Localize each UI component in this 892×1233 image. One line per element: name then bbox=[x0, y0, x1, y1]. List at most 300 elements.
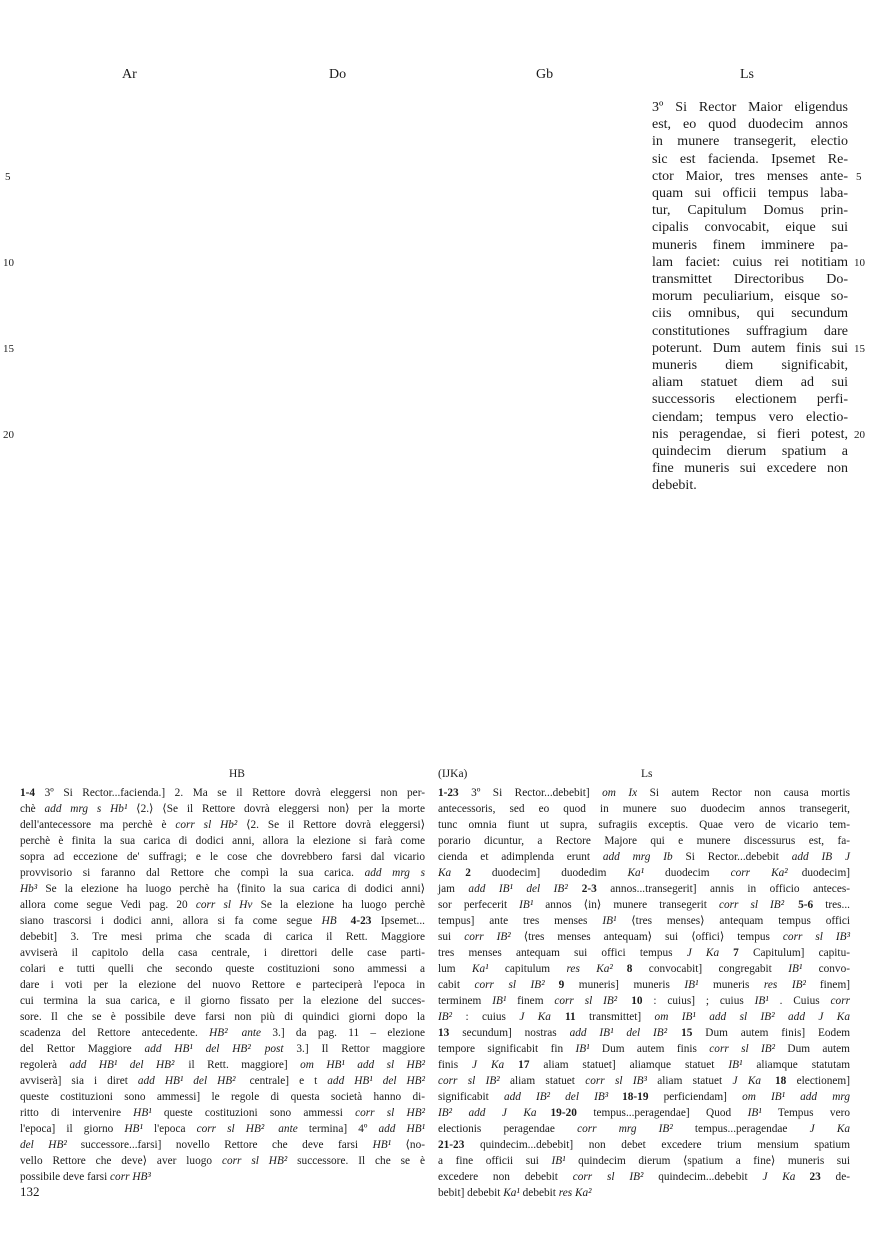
text-segment: electionis peragendae bbox=[438, 1123, 578, 1135]
text-line bbox=[652, 219, 848, 236]
siglum-note: add mrg Ib bbox=[602, 851, 673, 863]
line-reference: 19-20 bbox=[550, 1107, 577, 1119]
line-reference: 1-23 bbox=[438, 787, 459, 799]
page-number: 132 bbox=[20, 1184, 40, 1199]
siglum-note: HB¹ bbox=[372, 1139, 392, 1151]
text-segment: annos ⟨in⟩ munere transegerit bbox=[533, 899, 719, 911]
siglum-note: HB¹ bbox=[124, 1123, 143, 1135]
siglum-note: IB² add J Ka bbox=[438, 1107, 537, 1119]
siglum-note: ante bbox=[278, 1123, 298, 1135]
siglum-note: add HB¹ del HB² bbox=[144, 1043, 251, 1055]
siglum-note: HB² bbox=[209, 1027, 228, 1039]
siglum-note: HB¹ bbox=[133, 1107, 152, 1119]
text-segment: capitulum bbox=[488, 963, 567, 975]
siglum-note: post bbox=[264, 1043, 284, 1055]
text-segment: muneris bbox=[698, 979, 764, 991]
siglum-note: corr sl IB² bbox=[474, 979, 545, 991]
text-segment: debebit. bbox=[652, 478, 697, 494]
line-number-left-20: 20 bbox=[3, 429, 14, 441]
text-segment: antecessoris, sed eo quod in munere suo duodecim annos transegerit, bbox=[438, 803, 850, 815]
siglum-note: corr sl HB² bbox=[355, 1107, 425, 1119]
siglum-note: IB¹ bbox=[492, 995, 507, 1007]
text-line bbox=[652, 202, 848, 219]
text-segment: tunc omnia fiunt ut supra, sufragiis exceptis. Quae vero de vicario tem- bbox=[438, 819, 850, 831]
siglum-note: J Ka bbox=[809, 1123, 850, 1135]
text-segment: nis peragendae, si fieri potest, bbox=[652, 426, 848, 442]
siglum-note: IB¹ bbox=[551, 1155, 566, 1167]
siglum-note: om HB¹ add sl HB² bbox=[300, 1059, 426, 1071]
text-line bbox=[438, 993, 850, 1009]
text-segment: tempore significabit fin bbox=[438, 1043, 576, 1055]
text-segment: 3.] Il Rettor maggiore bbox=[283, 1043, 425, 1055]
text-segment: duodecim bbox=[644, 867, 731, 879]
text-segment: Capitulum] capitu- bbox=[738, 947, 850, 959]
text-segment: duodecim] duodedim bbox=[470, 867, 628, 879]
text-line bbox=[438, 1073, 850, 1089]
text-line bbox=[20, 945, 425, 961]
text-line bbox=[20, 1105, 425, 1121]
text-line bbox=[438, 1169, 850, 1185]
text-segment: vello Rettore che deve⟩ aver luogo bbox=[20, 1155, 222, 1167]
text-segment: sore. Il che se è possibile deve farsi non più di quindici giorni dopo la bbox=[20, 1011, 425, 1023]
text-segment: significabit bbox=[438, 1091, 504, 1103]
text-line bbox=[652, 374, 848, 391]
text-line bbox=[438, 929, 850, 945]
text-segment: muneris diem significabit, bbox=[652, 358, 848, 374]
text-segment: Si Rector...debebit bbox=[672, 851, 792, 863]
siglum-note: res Ka² bbox=[558, 1187, 592, 1199]
text-segment: in munere transegerit, electio bbox=[652, 134, 848, 150]
text-segment: : cuius bbox=[452, 1011, 520, 1023]
siglum-note: corr sl Hb² bbox=[175, 819, 238, 831]
line-reference: 23 bbox=[809, 1171, 821, 1183]
text-segment: muneris] muneris bbox=[564, 979, 685, 991]
text-segment: bebit] debebit bbox=[438, 1187, 504, 1199]
text-segment: regolerà bbox=[20, 1059, 70, 1071]
text-segment: ⟨no- bbox=[391, 1139, 425, 1151]
line-reference: 15 bbox=[681, 1027, 693, 1039]
text-segment: debebit bbox=[519, 1187, 559, 1199]
text-line bbox=[20, 1121, 425, 1137]
text-line bbox=[20, 865, 425, 881]
siglum-note: J Ka bbox=[472, 1059, 505, 1071]
text-segment: Dum autem bbox=[775, 1043, 850, 1055]
text-segment: poterunt. Dum autem finis sui bbox=[652, 340, 848, 356]
siglum-note: IB² bbox=[438, 1011, 453, 1023]
text-segment: debebit] 3. Tre mesi prima che scada di carica il Rett. Maggiore bbox=[20, 931, 425, 943]
line-reference: 21-23 bbox=[438, 1139, 465, 1151]
siglum-note: Hb³ bbox=[20, 883, 38, 895]
text-segment: cienda et adimplenda erunt bbox=[438, 851, 603, 863]
text-segment: avviserà] sia i diret bbox=[20, 1075, 138, 1087]
text-segment: colari e tutti quelli che secondo queste costituzioni sono ammessi a bbox=[20, 963, 425, 975]
text-segment: : cuius] ; cuius bbox=[642, 995, 755, 1007]
line-number-left-10: 10 bbox=[3, 257, 14, 269]
text-segment: termina] 4º bbox=[297, 1123, 379, 1135]
text-segment: Se la elezione ha luogo perchè bbox=[252, 899, 426, 911]
siglum-note: corr HB³ bbox=[110, 1171, 151, 1183]
text-segment: aliam statuet bbox=[499, 1075, 586, 1087]
siglum-note: om Ix bbox=[602, 787, 638, 799]
text-segment: scadenza del Rettore antecedente. bbox=[20, 1027, 210, 1039]
text-line bbox=[652, 305, 848, 322]
text-line bbox=[652, 237, 848, 254]
text-segment: queste costituzioni sono ammessi] le regole di questa società hanno di- bbox=[20, 1091, 425, 1103]
text-segment: ctor Maior, tres menses ante- bbox=[652, 168, 848, 184]
siglum-note: corr sl IB² bbox=[554, 995, 618, 1007]
text-line bbox=[652, 391, 848, 408]
column-heading-ls: Ls bbox=[740, 67, 754, 82]
text-segment: del Rettor Maggiore bbox=[20, 1043, 145, 1055]
text-line bbox=[20, 993, 425, 1009]
text-line bbox=[652, 340, 848, 357]
siglum-note: corr sl IB² bbox=[709, 1043, 776, 1055]
text-line bbox=[20, 1041, 425, 1057]
text-segment: l'epoca bbox=[142, 1123, 197, 1135]
text-segment: sic est facienda. Ipsemet Re- bbox=[652, 151, 848, 167]
siglum-note: corr sl IB² bbox=[718, 899, 785, 911]
text-line bbox=[438, 849, 850, 865]
text-line bbox=[438, 865, 850, 881]
text-line bbox=[438, 1121, 850, 1137]
text-segment: 3º Si Rector Maior eligendus bbox=[652, 100, 848, 115]
text-segment: constitutiones suffragium dare bbox=[652, 323, 848, 339]
text-line bbox=[20, 817, 425, 833]
apparatus-left bbox=[20, 785, 425, 1185]
text-segment: morum peculiarium, eisque so- bbox=[652, 289, 848, 305]
siglum-note: IB¹ bbox=[728, 1059, 743, 1071]
siglum-note: IB¹ bbox=[754, 995, 769, 1007]
text-line bbox=[652, 133, 848, 150]
text-line bbox=[438, 817, 850, 833]
text-segment: siano trascorsi i dodici anni, allora si fa come segue bbox=[20, 915, 322, 927]
siglum-note: add mrg s bbox=[364, 867, 426, 879]
text-line bbox=[652, 116, 848, 133]
text-line bbox=[652, 477, 848, 494]
text-line bbox=[652, 357, 848, 374]
text-segment: 3º Si Rector...debebit] bbox=[458, 787, 603, 799]
text-segment: Dum autem finis bbox=[589, 1043, 710, 1055]
text-segment: de- bbox=[820, 1171, 850, 1183]
text-segment: dare i voti per la elezione del nuovo Rettore e parteciperà l'epoca in bbox=[20, 979, 425, 991]
text-segment: aliamque statutam bbox=[742, 1059, 851, 1071]
text-segment: cipalis convocabit, eique sui bbox=[652, 220, 848, 236]
siglum-note: add IB¹ del IB² bbox=[569, 1027, 668, 1039]
line-reference: 8 bbox=[626, 963, 633, 975]
line-reference: 18-19 bbox=[622, 1091, 649, 1103]
text-line bbox=[438, 1009, 850, 1025]
siglum-note: corr sl Hv bbox=[195, 899, 253, 911]
text-segment: finem bbox=[506, 995, 555, 1007]
siglum-note: corr IB² bbox=[464, 931, 511, 943]
siglum-note: add IB¹ del IB² bbox=[468, 883, 568, 895]
apparatus-right bbox=[438, 785, 850, 1201]
siglum-note: J Ka bbox=[732, 1075, 762, 1087]
text-line bbox=[20, 785, 425, 801]
text-segment: ciendam; tempus vero electio- bbox=[652, 409, 848, 425]
text-line bbox=[438, 1153, 850, 1169]
text-segment: quam sui officii tempus laba- bbox=[652, 186, 848, 202]
siglum-note: corr sl IB² bbox=[572, 1171, 644, 1183]
text-segment: . Cuius bbox=[768, 995, 831, 1007]
text-segment: lam faciet: cuius rei notitiam bbox=[652, 254, 848, 270]
text-segment: Se la elezione ha luogo perchè ha ⟨finito la sua carica di dodici anni⟩ bbox=[37, 883, 425, 895]
text-line bbox=[20, 897, 425, 913]
siglum-note: add HB¹ del HB² bbox=[327, 1075, 425, 1087]
text-line bbox=[438, 1089, 850, 1105]
text-segment: terminem bbox=[438, 995, 493, 1007]
text-line bbox=[652, 409, 848, 426]
text-segment: finem] bbox=[819, 979, 850, 991]
siglum-note: HB bbox=[321, 915, 337, 927]
siglum-note: J Ka bbox=[686, 947, 720, 959]
text-segment: transmittet Directoribus Do- bbox=[652, 272, 848, 288]
siglum-note: om IB¹ add sl IB² add J Ka bbox=[654, 1011, 850, 1023]
text-segment: a fine officii sui bbox=[438, 1155, 552, 1167]
text-segment: dell'antecessore ma perchè è bbox=[20, 819, 176, 831]
text-line bbox=[20, 1025, 425, 1041]
text-segment: sor perfecerit bbox=[438, 899, 520, 911]
text-line bbox=[652, 323, 848, 340]
text-segment: successoris electionem perfi- bbox=[652, 392, 848, 408]
text-segment: annos...transegerit] annis in officio anteces- bbox=[596, 883, 850, 895]
text-segment: aliam statuet bbox=[646, 1075, 733, 1087]
text-segment: successore...farsi] novello Rettore che deve farsi bbox=[80, 1139, 373, 1151]
siglum-note: IB¹ bbox=[747, 1107, 762, 1119]
siglum-note: IB¹ bbox=[684, 979, 699, 991]
text-line bbox=[438, 785, 850, 801]
text-line bbox=[438, 1185, 850, 1201]
siglum-note: IB¹ bbox=[788, 963, 803, 975]
text-segment: duodecim] bbox=[801, 867, 850, 879]
column-heading-ar: Ar bbox=[122, 67, 137, 82]
line-reference: 18 bbox=[775, 1075, 787, 1087]
text-segment: electionem] bbox=[786, 1075, 850, 1087]
siglum-note: res IB² bbox=[763, 979, 806, 991]
siglum-note: IB¹ bbox=[602, 915, 617, 927]
text-line bbox=[20, 801, 425, 817]
apparatus-right-heading: Ls bbox=[641, 768, 653, 780]
column-heading-gb: Gb bbox=[536, 67, 554, 82]
text-line bbox=[652, 288, 848, 305]
text-segment: possibile deve farsi bbox=[20, 1171, 111, 1183]
text-segment: cabit bbox=[438, 979, 475, 991]
text-segment: queste costituzioni sono ammessi bbox=[151, 1107, 356, 1119]
text-line bbox=[652, 185, 848, 202]
text-segment: Tempus vero bbox=[761, 1107, 851, 1119]
line-reference: 10 bbox=[631, 995, 643, 1007]
line-reference: 13 bbox=[438, 1027, 450, 1039]
text-segment: allora come segue Vedi pag. 20 bbox=[20, 899, 196, 911]
siglum-note: corr sl IB³ bbox=[585, 1075, 647, 1087]
text-segment: tempus...peragendae bbox=[672, 1123, 810, 1135]
text-line bbox=[438, 1057, 850, 1073]
text-segment: 3.] da pag. 11 – elezione bbox=[261, 1027, 426, 1039]
text-line bbox=[438, 1105, 850, 1121]
text-segment: tur, Capitulum Domus prin- bbox=[652, 203, 848, 219]
text-line bbox=[438, 833, 850, 849]
siglum-note: add IB² del IB³ bbox=[503, 1091, 609, 1103]
text-line bbox=[20, 1089, 425, 1105]
text-segment: successore. Il che se è bbox=[287, 1155, 425, 1167]
main-latin-text bbox=[652, 99, 848, 495]
text-line bbox=[20, 913, 425, 929]
text-segment: chè bbox=[20, 803, 45, 815]
text-line bbox=[652, 271, 848, 288]
text-segment: convo- bbox=[802, 963, 850, 975]
line-reference: 17 bbox=[518, 1059, 530, 1071]
text-line bbox=[438, 881, 850, 897]
text-line bbox=[652, 426, 848, 443]
line-reference: 5-6 bbox=[798, 899, 814, 911]
text-segment: transmittet] bbox=[575, 1011, 655, 1023]
text-line bbox=[20, 881, 425, 897]
text-segment: centrale] e t bbox=[249, 1075, 328, 1087]
text-segment: cui termina la sua carica, e il giorno fissato per la elezione del succes- bbox=[20, 995, 425, 1007]
text-line bbox=[20, 929, 425, 945]
text-segment: aliam statuet] aliamque statuet bbox=[529, 1059, 729, 1071]
text-segment: excedere non debebit bbox=[438, 1171, 573, 1183]
text-segment: sui bbox=[438, 931, 465, 943]
line-reference: 4-23 bbox=[350, 915, 372, 927]
text-segment: l'epoca] il giorno bbox=[20, 1123, 125, 1135]
line-number-right-15: 15 bbox=[854, 343, 865, 355]
text-line bbox=[652, 460, 848, 477]
text-line bbox=[438, 897, 850, 913]
text-line bbox=[652, 151, 848, 168]
siglum-note: J Ka bbox=[519, 1011, 551, 1023]
line-reference: 7 bbox=[733, 947, 739, 959]
text-line bbox=[20, 833, 425, 849]
text-line bbox=[20, 1009, 425, 1025]
text-line bbox=[20, 1057, 425, 1073]
text-segment: tres... bbox=[813, 899, 850, 911]
line-reference: 2-3 bbox=[581, 883, 597, 895]
text-segment: ritto di intervenire bbox=[20, 1107, 134, 1119]
line-number-left-15: 15 bbox=[3, 343, 14, 355]
text-segment: ⟨tres menses antequam⟩ sui ⟨offici⟩ tempus bbox=[510, 931, 783, 943]
line-number-right-5: 5 bbox=[856, 171, 862, 183]
siglum-note: add HB¹ del HB² bbox=[69, 1059, 175, 1071]
text-segment: sopra ad eccezione de' suffragi; e le cose che dovrebbero farsi dal vicario bbox=[20, 851, 425, 863]
text-segment: quindecim dierum ⟨spatium a fine⟩ muneris sui bbox=[565, 1155, 850, 1167]
column-heading-do: Do bbox=[329, 67, 347, 82]
siglum-note: corr sl HB² bbox=[221, 1155, 288, 1167]
apparatus-right-sigla: (IJKa) bbox=[438, 768, 468, 780]
siglum-note: add IB J bbox=[791, 851, 850, 863]
text-segment: ⟨2. Se il Rettore dovrà eleggersi⟩ bbox=[237, 819, 425, 831]
siglum-note: om IB¹ add mrg bbox=[742, 1091, 850, 1103]
siglum-note: IB¹ bbox=[575, 1043, 590, 1055]
text-segment: avviserà il capitolo della casa centrale, i direttori delle case parti- bbox=[20, 947, 425, 959]
text-segment: tempus...peragendae] Quod bbox=[576, 1107, 748, 1119]
text-line bbox=[20, 977, 425, 993]
text-line bbox=[438, 945, 850, 961]
text-line bbox=[438, 801, 850, 817]
text-segment: quindecim...debebit] non debet excedere trium mensium spatium bbox=[464, 1139, 850, 1151]
text-segment: tres menses antequam sui offici tempus bbox=[438, 947, 687, 959]
text-segment: secundum] nostras bbox=[449, 1027, 570, 1039]
siglum-note: corr Ka² bbox=[730, 867, 788, 879]
text-segment: muneris finem imminere pa- bbox=[652, 237, 848, 253]
text-segment: aliam statuet diem ad sui bbox=[652, 375, 848, 391]
text-line bbox=[438, 1137, 850, 1153]
text-line bbox=[20, 961, 425, 977]
text-line bbox=[438, 961, 850, 977]
text-segment: porario dicuntur, a Rectore Majore qui e munere discessurus est, fa- bbox=[438, 835, 850, 847]
text-segment: provvisorio si faranno dal Rettore che compì la sua carica. bbox=[20, 867, 365, 879]
text-line bbox=[652, 443, 848, 460]
text-line bbox=[20, 849, 425, 865]
siglum-note: Ka¹ bbox=[627, 867, 645, 879]
line-reference: 1-4 bbox=[20, 787, 36, 799]
text-segment: 3º Si Rector...facienda.] 2. Ma se il Rettore dovrà eleggersi non per- bbox=[35, 787, 425, 799]
siglum-note: J Ka bbox=[762, 1171, 796, 1183]
text-line bbox=[438, 1025, 850, 1041]
siglum-note: res Ka² bbox=[566, 963, 613, 975]
text-segment: Dum autem finis] Eodem bbox=[692, 1027, 851, 1039]
text-segment: Ipsemet... bbox=[371, 915, 425, 927]
siglum-note: corr mrg IB² bbox=[577, 1123, 673, 1135]
text-segment: tempus] ante tres menses bbox=[438, 915, 603, 927]
text-line bbox=[438, 1041, 850, 1057]
text-segment: est, eo quod duodecim annos bbox=[652, 117, 848, 133]
siglum-note: corr sl HB² bbox=[196, 1123, 265, 1135]
text-segment: finis bbox=[438, 1059, 473, 1071]
siglum-note: Ka bbox=[438, 867, 452, 879]
text-line bbox=[652, 99, 848, 116]
siglum-note: IB¹ bbox=[519, 899, 534, 911]
siglum-note: corr sl IB² bbox=[438, 1075, 500, 1087]
text-segment: ⟨tres menses⟩ antequam tempus offici bbox=[616, 915, 851, 927]
text-segment: lum bbox=[438, 963, 472, 975]
text-segment: jam bbox=[438, 883, 469, 895]
text-segment: quindecim...debebit bbox=[643, 1171, 763, 1183]
line-number-right-10: 10 bbox=[854, 257, 865, 269]
text-line bbox=[20, 1073, 425, 1089]
line-number-left-5: 5 bbox=[5, 171, 11, 183]
text-line bbox=[652, 168, 848, 185]
siglum-note: add HB¹ bbox=[378, 1123, 425, 1135]
line-reference: 11 bbox=[564, 1011, 576, 1023]
text-segment: fine muneris sui excedere non bbox=[652, 461, 848, 477]
text-segment: perficiendam] bbox=[648, 1091, 743, 1103]
text-line bbox=[438, 913, 850, 929]
text-line bbox=[20, 1153, 425, 1169]
siglum-note: ante bbox=[241, 1027, 262, 1039]
text-line bbox=[20, 1137, 425, 1153]
text-segment: quindecim dierum spatium a bbox=[652, 444, 848, 460]
text-segment: il Rett. maggiore] bbox=[188, 1059, 301, 1071]
text-line bbox=[652, 254, 848, 271]
line-reference: 9 bbox=[558, 979, 565, 991]
siglum-note: corr sl IB³ bbox=[782, 931, 850, 943]
line-reference: 2 bbox=[465, 867, 471, 879]
text-segment: Si autem Rector non causa mortis bbox=[637, 787, 850, 799]
siglum-note: add mrg s Hb¹ bbox=[44, 803, 128, 815]
siglum-note: add HB¹ del HB² bbox=[137, 1075, 236, 1087]
text-segment: ciis omnibus, qui secundum bbox=[652, 306, 848, 322]
text-segment: convocabit] congregabit bbox=[632, 963, 789, 975]
siglum-note: Ka¹ bbox=[503, 1187, 520, 1199]
text-line bbox=[20, 1169, 425, 1185]
siglum-note: del HB² bbox=[20, 1139, 67, 1151]
siglum-note: Ka¹ bbox=[471, 963, 489, 975]
line-number-right-20: 20 bbox=[854, 429, 865, 441]
siglum-note: corr bbox=[830, 995, 850, 1007]
text-segment: ⟨2.⟩ ⟨Se il Rettore dovrà eleggersi non⟩ per la morte bbox=[127, 803, 425, 815]
apparatus-left-heading: HB bbox=[229, 768, 245, 780]
